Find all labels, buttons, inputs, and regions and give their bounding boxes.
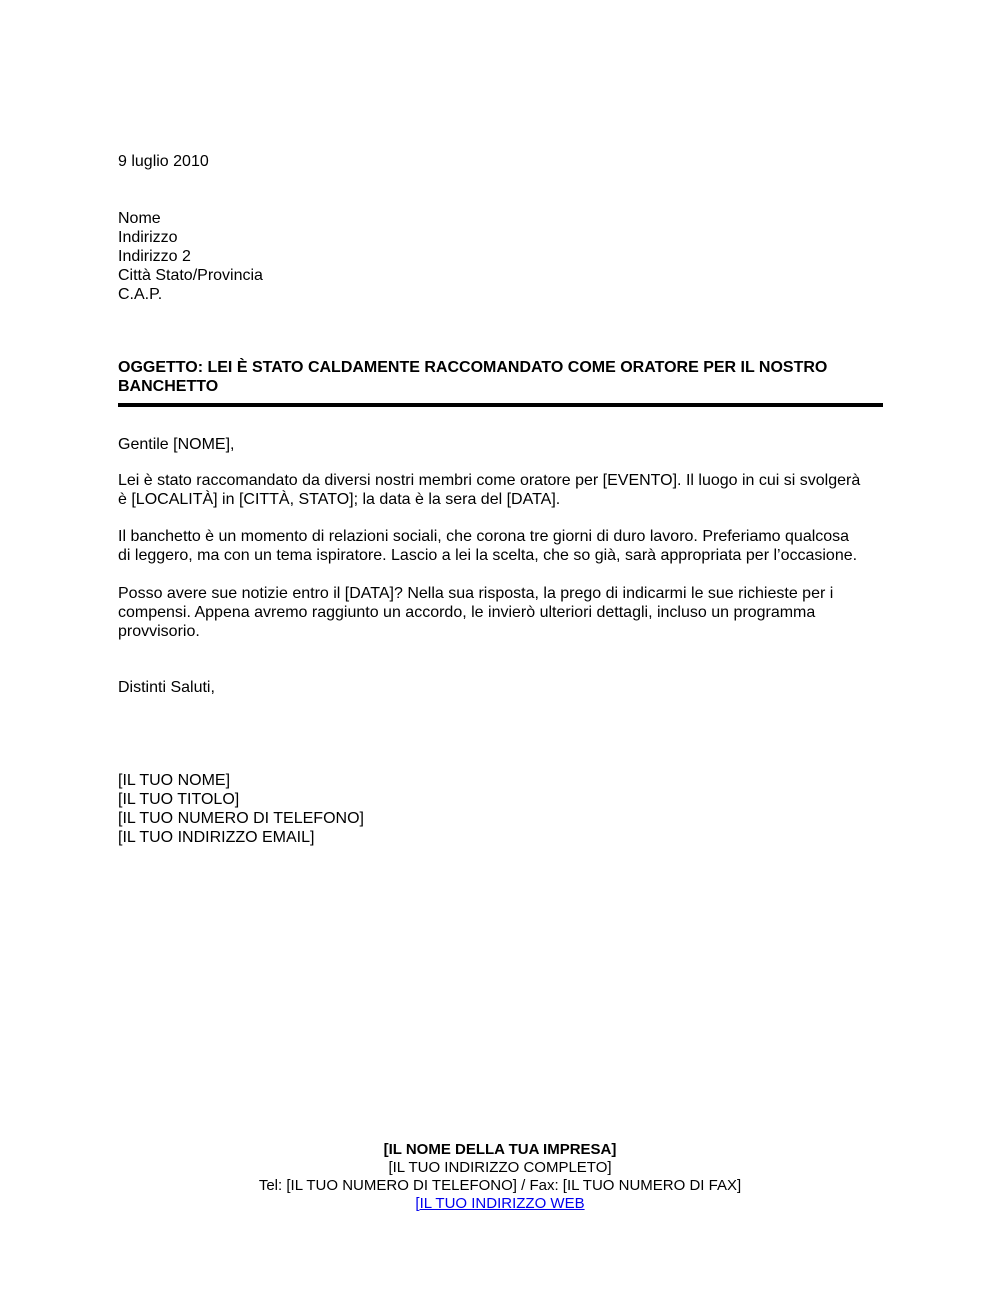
- paragraph-2: [118, 527, 884, 565]
- signature-phone: [IL TUO NUMERO DI TELEFONO]: [118, 810, 364, 827]
- paragraph-3: [118, 584, 884, 641]
- subject-line-1: OGGETTO: LEI È STATO CALDAMENTE RACCOMANDATO COME ORATORE PER IL NOSTRO: [118, 359, 828, 376]
- recipient-name: Nome: [118, 210, 161, 227]
- paragraph-1-line-2: è [LOCALITÀ] in [CITTÀ, STATO]; la data è la sera del [DATA].: [118, 491, 561, 508]
- signature-email: [IL TUO INDIRIZZO EMAIL]: [118, 829, 315, 846]
- recipient-address2: Indirizzo 2: [118, 248, 191, 265]
- paragraph-1: [118, 471, 884, 509]
- footer-contact: Tel: [IL TUO NUMERO DI TELEFONO] / Fax: [IL TUO NUMERO DI FAX]: [258, 1177, 742, 1194]
- footer-company-name: [IL NOME DELLA TUA IMPRESA]: [383, 1141, 617, 1158]
- closing: [118, 678, 884, 697]
- paragraph-2-line-2: di leggero, ma con un tema ispiratore. Lascio a lei la scelta, che so già, sarà appropriata per l’occasione.: [118, 547, 858, 564]
- signature-title: [IL TUO TITOLO]: [118, 791, 240, 808]
- subject-divider: [118, 403, 883, 407]
- recipient-zip: C.A.P.: [118, 286, 163, 303]
- recipient-city-state: Città Stato/Provincia: [118, 267, 263, 284]
- recipient-address: [118, 209, 884, 304]
- subject-line-2: BANCHETTO: [118, 378, 219, 395]
- footer-address: [IL TUO INDIRIZZO COMPLETO]: [388, 1159, 612, 1176]
- recipient-address1: Indirizzo: [118, 229, 178, 246]
- paragraph-3-line-3: provvisorio.: [118, 623, 200, 640]
- salutation-text: Gentile [NOME],: [118, 436, 235, 453]
- closing-text: Distinti Saluti,: [118, 679, 215, 696]
- subject-heading: [118, 358, 884, 396]
- signature-block: [118, 771, 884, 847]
- paragraph-3-line-1: Posso avere sue notizie entro il [DATA]? Nella sua risposta, la prego di indicarmi le sue richieste per i: [118, 585, 834, 602]
- paragraph-3-line-2: compensi. Appena avremo raggiunto un accordo, le invierò ulteriori dettagli, incluso un programma: [118, 604, 816, 621]
- letter-date: [118, 152, 884, 171]
- date-text: 9 luglio 2010: [118, 153, 209, 170]
- signature-name: [IL TUO NOME]: [118, 772, 231, 789]
- company-footer: [0, 1141, 1000, 1213]
- paragraph-1-line-1: Lei è stato raccomandato da diversi nostri membri come oratore per [EVENTO]. Il luogo in cui si svolgerà: [118, 472, 861, 489]
- salutation: [118, 435, 884, 454]
- footer-web-link[interactable]: [IL TUO INDIRIZZO WEB: [415, 1195, 585, 1212]
- paragraph-2-line-1: Il banchetto è un momento di relazioni sociali, che corona tre giorni di duro lavoro. Preferiamo qualcosa: [118, 528, 850, 545]
